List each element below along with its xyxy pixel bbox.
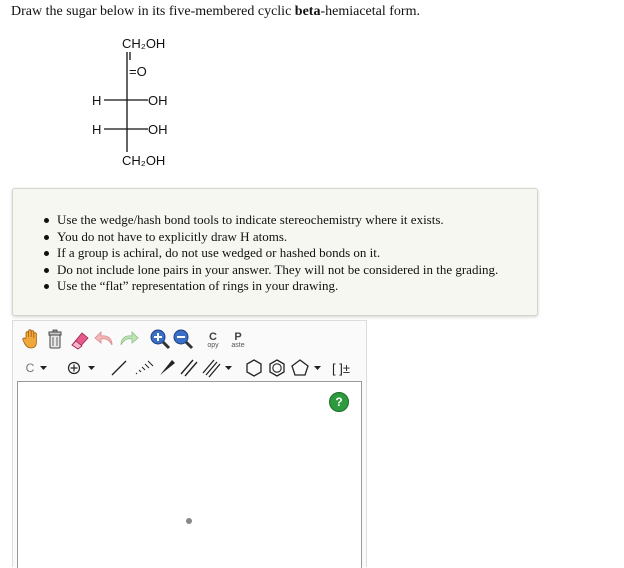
hand-icon	[21, 328, 41, 350]
single-bond-icon	[109, 358, 129, 378]
canvas-center-dot	[186, 518, 192, 524]
zoom-out-icon	[172, 328, 194, 350]
pentagon-icon	[290, 358, 310, 378]
question-prefix: Draw the sugar below in its five-membered cyclic	[11, 4, 295, 19]
fischer-top-group: CH₂OH	[122, 36, 166, 51]
question-text	[11, 4, 420, 20]
help-button[interactable]: ?	[329, 392, 349, 412]
undo-icon	[94, 328, 116, 350]
chevron-down-icon	[87, 364, 96, 372]
paste-button[interactable]	[227, 327, 249, 353]
triple-bond-icon	[202, 358, 222, 378]
instruction-item: You do not have to explicitly draw H atoms.	[57, 229, 498, 246]
instruction-item: Use the “flat” representation of rings in your drawing.	[57, 278, 498, 295]
atom-carbon-dropdown[interactable]	[21, 357, 53, 379]
chevron-down-icon	[39, 364, 48, 372]
bracket-charge-tool[interactable]	[326, 356, 356, 380]
fischer-bottom-group: CH₂OH	[122, 153, 166, 168]
circle-plus-icon	[67, 361, 81, 375]
charge-plus-tool[interactable]	[63, 357, 99, 379]
redo-button[interactable]	[117, 327, 139, 351]
redo-icon	[117, 328, 139, 350]
question-suffix: -hemiacetal form.	[320, 4, 420, 19]
fischer-carbonyl: =O	[129, 64, 147, 79]
fischer-row-2-left: H	[92, 122, 102, 137]
instructions-list	[57, 212, 498, 295]
bracket-charge-label: [ ]±	[332, 360, 350, 376]
eraser-icon	[69, 328, 91, 350]
double-bond-icon	[179, 358, 199, 378]
hexagon-icon	[244, 358, 264, 378]
pentagon-ring-dropdown[interactable]	[289, 356, 323, 380]
zoom-in-icon	[149, 328, 171, 350]
question-emphasis: beta	[294, 4, 321, 19]
benzene-ring-tool[interactable]	[266, 356, 288, 380]
trash-icon	[45, 328, 65, 350]
double-bond-tool[interactable]	[178, 356, 200, 380]
chevron-down-icon	[313, 364, 322, 372]
move-hand-tool[interactable]	[20, 327, 42, 351]
zoom-out-button[interactable]	[172, 327, 194, 351]
hash-bond-icon	[132, 358, 154, 378]
drawing-canvas[interactable]	[17, 381, 362, 568]
paste-label-top: P	[234, 330, 242, 343]
copy-button[interactable]	[202, 327, 224, 353]
paste-label-bottom: aste	[231, 341, 245, 349]
wedge-bond-tool[interactable]	[156, 356, 178, 380]
eraser-tool[interactable]	[68, 327, 92, 351]
molecule-editor	[12, 320, 367, 567]
erase-tool[interactable]	[44, 327, 66, 351]
triple-bond-dropdown[interactable]	[200, 356, 234, 380]
editor-toolbar-bottom	[18, 355, 363, 381]
carbon-atom-label: C	[25, 361, 35, 375]
benzene-icon	[267, 358, 287, 378]
instructions-panel	[12, 188, 538, 316]
copy-label-bottom: opy	[207, 341, 219, 349]
fischer-row-1-right: OH	[148, 93, 168, 108]
undo-button[interactable]	[94, 327, 116, 351]
single-bond-tool[interactable]	[108, 356, 130, 380]
wedge-bond-icon	[157, 358, 177, 378]
instruction-item: If a group is achiral, do not use wedged or hashed bonds on it.	[57, 245, 498, 262]
instruction-item: Use the wedge/hash bond tools to indicate stereochemistry where it exists.	[57, 212, 498, 229]
fischer-projection	[80, 30, 210, 175]
hexagon-ring-tool[interactable]	[243, 356, 265, 380]
hash-bond-tool[interactable]	[131, 356, 155, 380]
chevron-down-icon	[224, 364, 233, 372]
copy-label-top: C	[209, 330, 217, 343]
instruction-item: Do not include lone pairs in your answer. They will not be considered in the grading.	[57, 261, 499, 277]
fischer-row-2-right: OH	[148, 122, 168, 137]
zoom-in-button[interactable]	[149, 327, 171, 351]
fischer-row-1-left: H	[92, 93, 102, 108]
editor-toolbar-top	[18, 324, 358, 354]
